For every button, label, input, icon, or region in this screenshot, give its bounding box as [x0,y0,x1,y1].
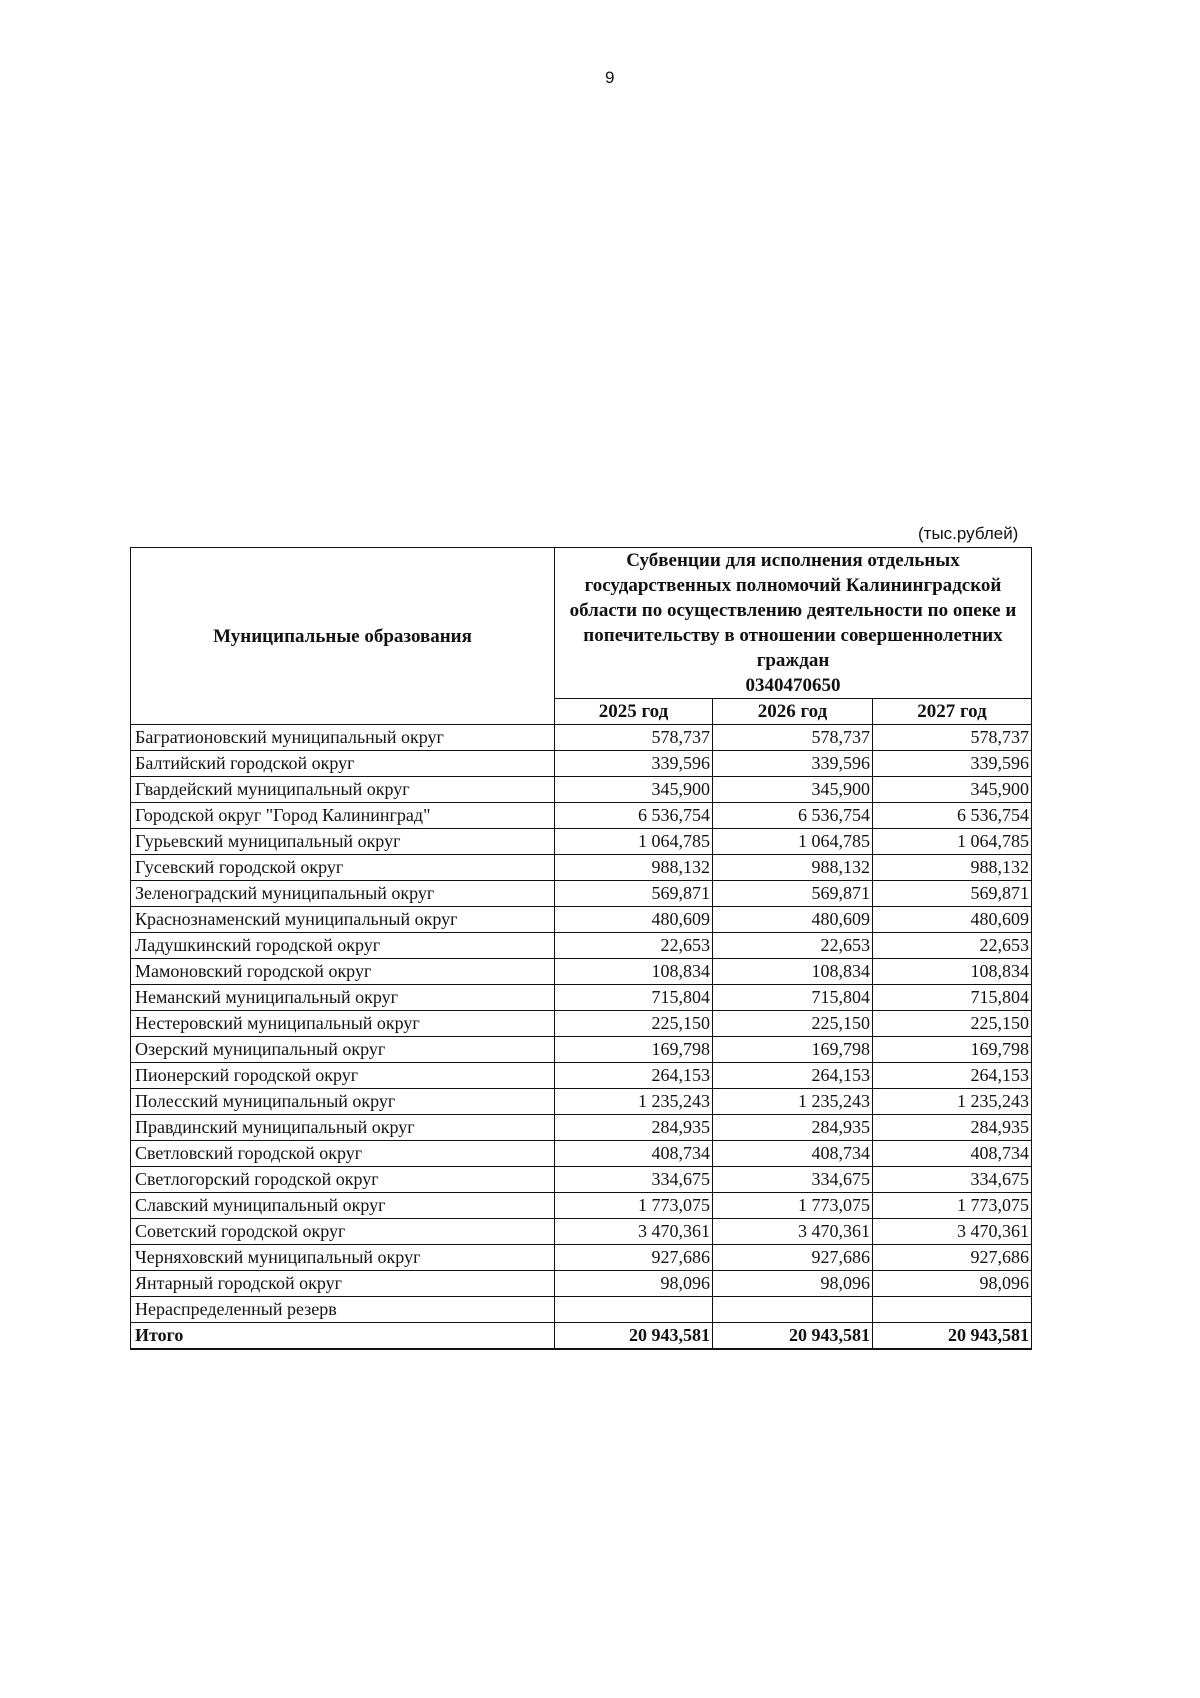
value-2026: 715,804 [713,985,873,1011]
value-2025: 1 235,243 [555,1089,713,1115]
header-title-line: граждан [756,650,830,671]
header-municipalities: Муниципальные образования [131,548,555,725]
table-row [131,1037,1032,1063]
value-2026: 108,834 [713,959,873,985]
value-2027: 6 536,754 [873,803,1032,829]
municipality-name: Светловский городской округ [131,1141,555,1167]
value-2025: 22,653 [555,933,713,959]
value-2026: 225,150 [713,1011,873,1037]
value-2025: 569,871 [555,881,713,907]
value-2026: 569,871 [713,881,873,907]
value-2027: 264,153 [873,1063,1032,1089]
unit-label: (тыс.рублей) [918,524,1019,543]
value-2026: 1 773,075 [713,1193,873,1219]
value-2025: 339,596 [555,751,713,777]
municipality-name: Гусевский городской округ [131,855,555,881]
table-row [131,829,1032,855]
value-2027: 988,132 [873,855,1032,881]
table-row [131,907,1032,933]
value-2026: 264,153 [713,1063,873,1089]
municipality-name: Неманский муниципальный округ [131,985,555,1011]
value-2026: 988,132 [713,855,873,881]
header-row [131,548,1032,699]
value-2025: 6 536,754 [555,803,713,829]
value-2027: 408,734 [873,1141,1032,1167]
year-2026-header: 2026 год [713,699,873,725]
value-2025: 169,798 [555,1037,713,1063]
value-2025 [555,1297,713,1323]
value-2025: 345,900 [555,777,713,803]
value-2026: 1 235,243 [713,1089,873,1115]
value-2027: 284,935 [873,1115,1032,1141]
header-title-line: Субвенции для исполнения отдельных [626,550,960,571]
value-2027: 225,150 [873,1011,1032,1037]
total-row [131,1323,1032,1350]
value-2027: 569,871 [873,881,1032,907]
value-2027: 1 773,075 [873,1193,1032,1219]
value-2027: 98,096 [873,1271,1032,1297]
value-2027: 715,804 [873,985,1032,1011]
value-2026: 1 064,785 [713,829,873,855]
municipality-name: Черняховский муниципальный округ [131,1245,555,1271]
value-2026: 339,596 [713,751,873,777]
table-row [131,933,1032,959]
value-2026: 169,798 [713,1037,873,1063]
total-2027: 20 943,581 [873,1323,1032,1350]
table-row [131,1219,1032,1245]
value-2025: 284,935 [555,1115,713,1141]
total-2025: 20 943,581 [555,1323,713,1350]
value-2026: 334,675 [713,1167,873,1193]
value-2027: 1 235,243 [873,1089,1032,1115]
value-2025: 715,804 [555,985,713,1011]
value-2025: 927,686 [555,1245,713,1271]
municipality-name: Зеленоградский муниципальный округ [131,881,555,907]
municipality-name: Славский муниципальный округ [131,1193,555,1219]
value-2027: 345,900 [873,777,1032,803]
value-2027: 339,596 [873,751,1032,777]
value-2025: 578,737 [555,725,713,751]
municipality-name: Мамоновский городской округ [131,959,555,985]
value-2026: 6 536,754 [713,803,873,829]
total-2026: 20 943,581 [713,1323,873,1350]
value-2026: 22,653 [713,933,873,959]
header-subvention-title [555,548,1032,699]
value-2027: 3 470,361 [873,1219,1032,1245]
value-2027: 578,737 [873,725,1032,751]
value-2027: 927,686 [873,1245,1032,1271]
value-2025: 1 773,075 [555,1193,713,1219]
municipality-name: Гвардейский муниципальный округ [131,777,555,803]
value-2026: 345,900 [713,777,873,803]
table-row [131,1115,1032,1141]
subvention-table [130,547,1032,1350]
value-2025: 264,153 [555,1063,713,1089]
municipality-name: Нестеровский муниципальный округ [131,1011,555,1037]
value-2025: 98,096 [555,1271,713,1297]
table-row [131,725,1032,751]
value-2027: 480,609 [873,907,1032,933]
table-row [131,1297,1032,1323]
value-2026 [713,1297,873,1323]
table-row [131,1167,1032,1193]
table-row [131,803,1032,829]
municipality-name: Советский городской округ [131,1219,555,1245]
value-2027: 1 064,785 [873,829,1032,855]
municipality-name: Городской округ "Город Калининград" [131,803,555,829]
value-2025: 408,734 [555,1141,713,1167]
value-2025: 480,609 [555,907,713,933]
value-2026: 98,096 [713,1271,873,1297]
value-2027 [873,1297,1032,1323]
municipality-name: Краснознаменский муниципальный округ [131,907,555,933]
value-2026: 284,935 [713,1115,873,1141]
table-row [131,1193,1032,1219]
table-row [131,777,1032,803]
municipality-name: Нераспределенный резерв [131,1297,555,1323]
value-2025: 334,675 [555,1167,713,1193]
total-label: Итого [131,1323,555,1350]
header-title-line: попечительству в отношении совершеннолетних [583,625,1003,646]
header-code: 0340470650 [745,675,841,696]
municipality-name: Багратионовский муниципальный округ [131,725,555,751]
value-2025: 988,132 [555,855,713,881]
header-title-line: государственных полномочий Калининградской [584,575,1002,596]
value-2026: 578,737 [713,725,873,751]
table-row [131,959,1032,985]
year-2025-header: 2025 год [555,699,713,725]
value-2025: 3 470,361 [555,1219,713,1245]
header-title-line: области по осуществлению деятельности по опеке и [569,600,1017,621]
table-row [131,1089,1032,1115]
table-row [131,751,1032,777]
value-2025: 108,834 [555,959,713,985]
table-row [131,1245,1032,1271]
municipality-name: Ладушкинский городской округ [131,933,555,959]
value-2025: 1 064,785 [555,829,713,855]
value-2027: 22,653 [873,933,1032,959]
value-2026: 3 470,361 [713,1219,873,1245]
municipality-name: Янтарный городской округ [131,1271,555,1297]
year-2027-header: 2027 год [873,699,1032,725]
table-row [131,1063,1032,1089]
table-row [131,1271,1032,1297]
municipality-name: Светлогорский городской округ [131,1167,555,1193]
municipality-name: Гурьевский муниципальный округ [131,829,555,855]
table-row [131,985,1032,1011]
value-2026: 480,609 [713,907,873,933]
page-number: 9 [605,68,615,87]
table-row [131,855,1032,881]
table-row [131,1141,1032,1167]
municipality-name: Полесский муниципальный округ [131,1089,555,1115]
table-row [131,1011,1032,1037]
municipality-name: Пионерский городской округ [131,1063,555,1089]
table-row [131,881,1032,907]
municipality-name: Балтийский городской округ [131,751,555,777]
value-2025: 225,150 [555,1011,713,1037]
value-2026: 408,734 [713,1141,873,1167]
municipality-name: Озерский муниципальный округ [131,1037,555,1063]
value-2026: 927,686 [713,1245,873,1271]
municipality-name: Правдинский муниципальный округ [131,1115,555,1141]
value-2027: 108,834 [873,959,1032,985]
value-2027: 169,798 [873,1037,1032,1063]
value-2027: 334,675 [873,1167,1032,1193]
